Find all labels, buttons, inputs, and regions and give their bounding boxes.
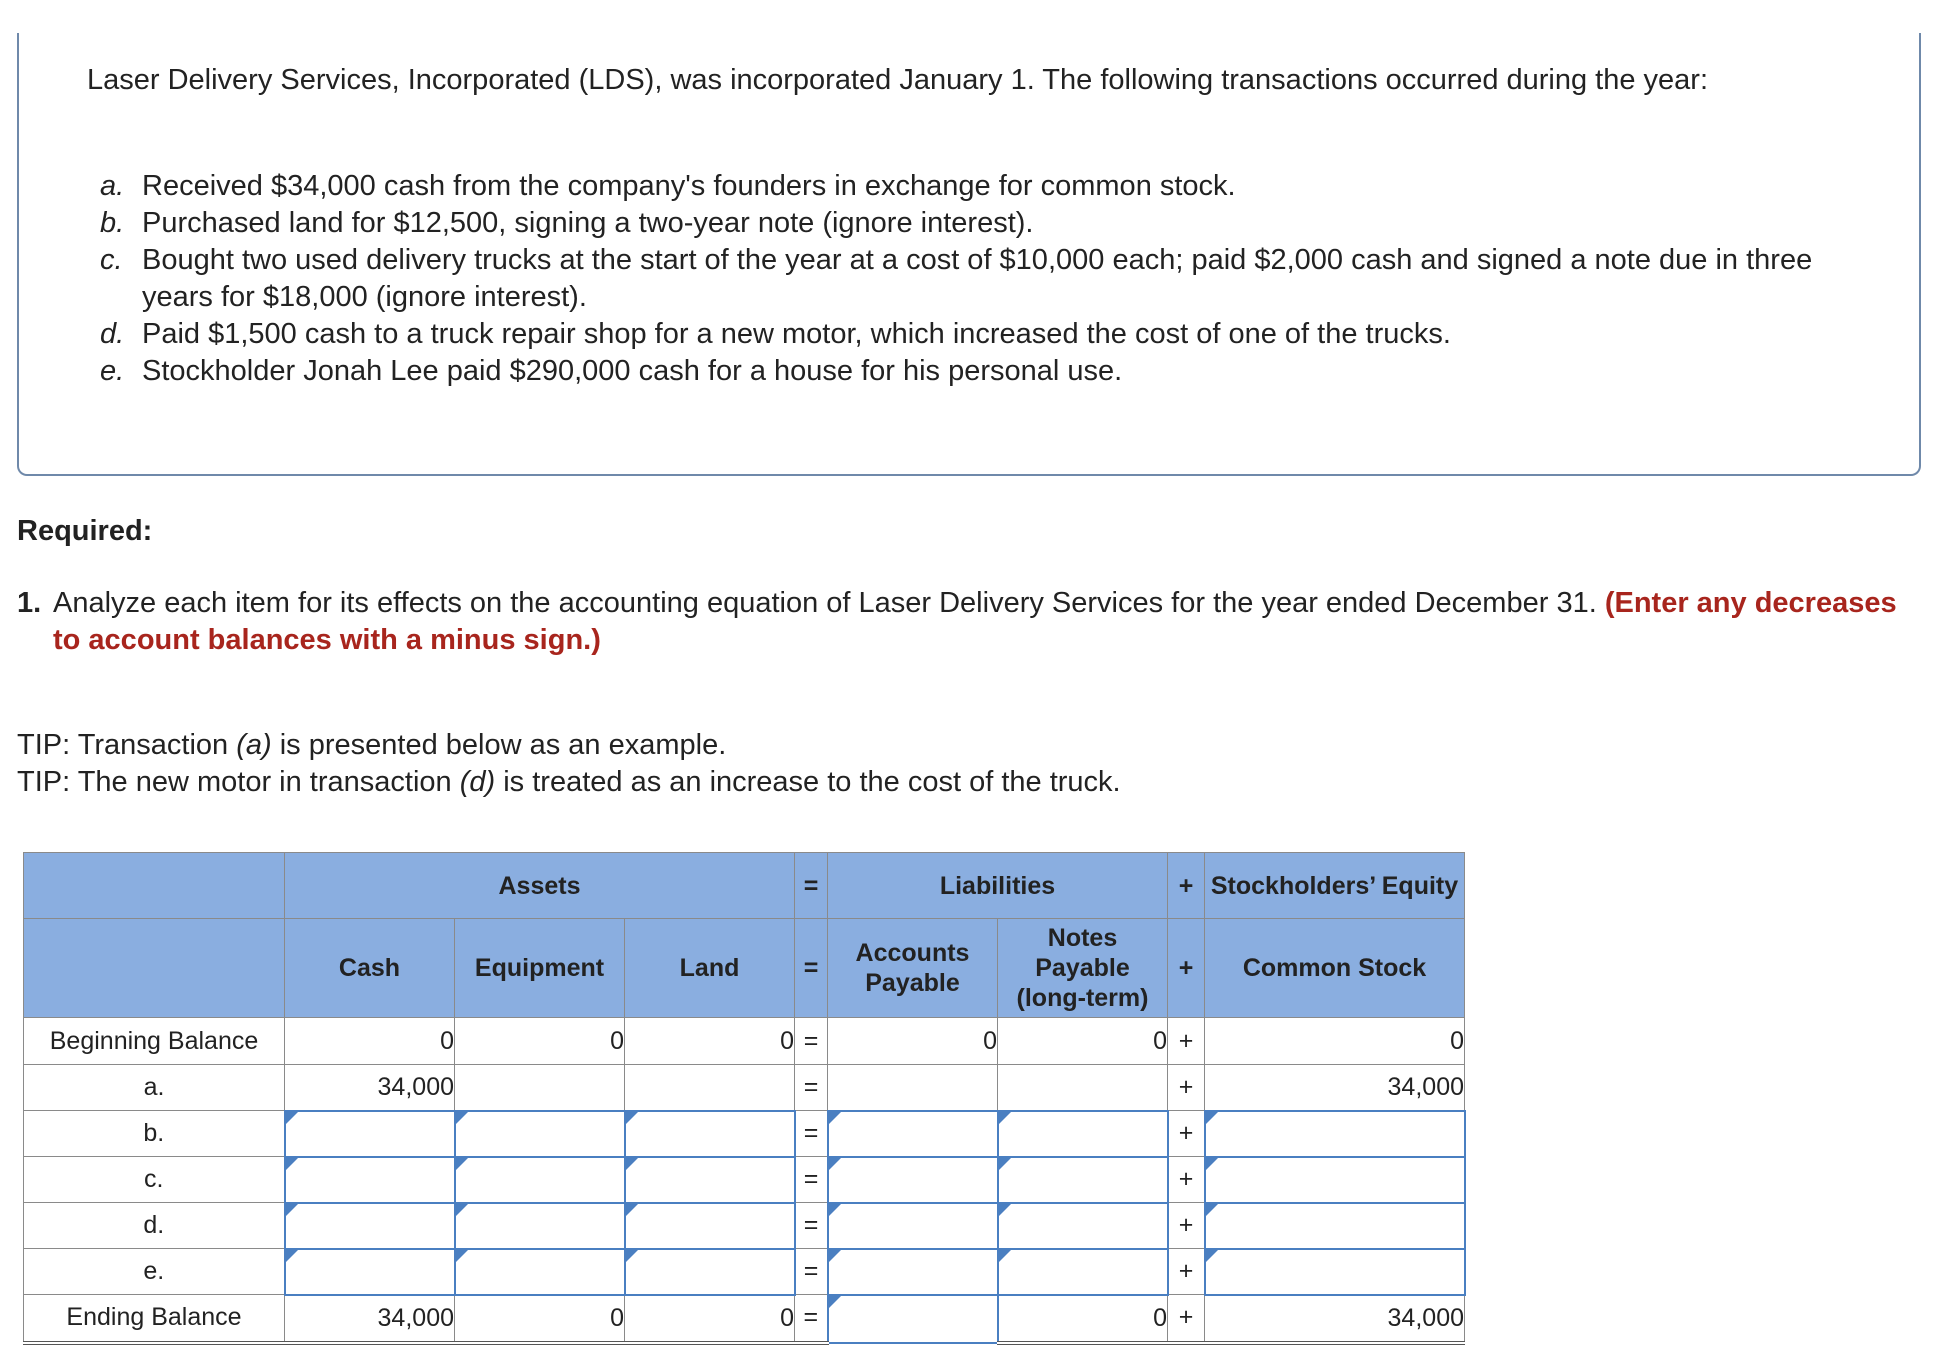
cash-input[interactable] [285,1249,455,1295]
land-input[interactable] [625,1111,795,1157]
transaction-item: a. Received $34,000 cash from the company's founders in exchange for common stock. [100,170,1236,202]
header-equipment: Equipment [455,919,625,1018]
header-equals: = [795,853,828,919]
equals-sign: = [795,1295,828,1343]
header-stockholders-equity: Stockholders’ Equity [1205,853,1465,919]
land-cell: 0 [625,1295,795,1343]
cash-input[interactable] [285,1203,455,1249]
equipment-cell: 0 [455,1295,625,1343]
accounts-payable-input[interactable] [828,1157,998,1203]
equipment-input[interactable] [455,1111,625,1157]
notes-payable-cell: 0 [998,1018,1168,1065]
plus-sign: + [1168,1203,1205,1249]
plus-sign: + [1168,1111,1205,1157]
notes-payable-cell: 0 [998,1295,1168,1343]
transaction-item: c. Bought two used delivery trucks at the start of the year at a cost of $10,000 each; paid $2,000 cash and signed a note due in three years for $18,000 (ignore interest). [100,244,1813,313]
plus-sign: + [1168,1249,1205,1295]
row-label: Ending Balance [24,1295,285,1343]
row-label: d. [24,1203,285,1249]
header-equals: = [795,919,828,1018]
table-row-ending-balance [24,1295,1465,1343]
common-stock-cell: 34,000 [1205,1065,1465,1111]
question-instruction: (Enter any decreases to account balances with a minus sign.) [53,587,1897,656]
common-stock-input[interactable] [1205,1203,1465,1249]
notes-payable-input[interactable] [998,1203,1168,1249]
equipment-input[interactable] [455,1249,625,1295]
group-header-row [24,853,1465,919]
equals-sign: = [795,1203,828,1249]
notes-payable-input[interactable] [998,1111,1168,1157]
notes-payable-input[interactable] [998,1157,1168,1203]
land-cell: 0 [625,1018,795,1065]
table-row-c [24,1157,1465,1203]
plus-sign: + [1168,1065,1205,1111]
tip-2: TIP: The new motor in transaction (d) is treated as an increase to the cost of the truck. [17,766,1121,798]
question-1 [17,585,1917,659]
header-assets: Assets [285,853,795,919]
equals-sign: = [795,1157,828,1203]
row-label: Beginning Balance [24,1018,285,1065]
header-blank [24,853,285,919]
header-blank [24,919,285,1018]
common-stock-input[interactable] [1205,1157,1465,1203]
common-stock-cell: 34,000 [1205,1295,1465,1343]
land-input[interactable] [625,1249,795,1295]
header-cash: Cash [285,919,455,1018]
accounts-payable-cell [828,1065,998,1111]
tip-1: TIP: Transaction (a) is presented below as an example. [17,729,727,761]
question-number: 1. [17,587,42,619]
header-liabilities: Liabilities [828,853,1168,919]
table-row-b [24,1111,1465,1157]
problem-intro: Laser Delivery Services, Incorporated (LDS), was incorporated January 1. The following transactions occurred during the year: [87,64,1709,96]
transaction-item: b. Purchased land for $12,500, signing a two-year note (ignore interest). [100,207,1034,239]
common-stock-cell: 0 [1205,1018,1465,1065]
tips [17,727,1121,801]
row-label: c. [24,1157,285,1203]
header-accounts-payable: Accounts Payable [828,919,998,1018]
header-plus: + [1168,853,1205,919]
common-stock-input[interactable] [1205,1249,1465,1295]
equipment-input[interactable] [455,1157,625,1203]
cash-input[interactable] [285,1111,455,1157]
question-text: Analyze each item for its effects on the accounting equation of Laser Delivery Services for the year ended December 31. (Enter any decreases to account balances with a minus sign.) [53,587,1897,656]
required-heading: Required: [17,515,153,547]
accounting-equation-table [23,852,1466,1345]
accounts-payable-input[interactable] [828,1203,998,1249]
header-notes-payable: Notes Payable (long-term) [998,919,1168,1018]
row-label: b. [24,1111,285,1157]
common-stock-input[interactable] [1205,1111,1465,1157]
equipment-input[interactable] [455,1203,625,1249]
equals-sign: = [795,1249,828,1295]
accounts-payable-input[interactable] [828,1249,998,1295]
table-row-e [24,1249,1465,1295]
equipment-cell [455,1065,625,1111]
notes-payable-cell [998,1065,1168,1111]
equals-sign: = [795,1111,828,1157]
table-row-beginning-balance [24,1018,1465,1065]
accounts-payable-input[interactable] [828,1111,998,1157]
cash-cell: 34,000 [285,1065,455,1111]
equipment-cell: 0 [455,1018,625,1065]
table-row-d [24,1203,1465,1249]
transaction-list [100,168,1860,390]
transaction-item: e. Stockholder Jonah Lee paid $290,000 cash for a house for his personal use. [100,355,1123,387]
land-input[interactable] [625,1157,795,1203]
row-label: a. [24,1065,285,1111]
land-input[interactable] [625,1203,795,1249]
equals-sign: = [795,1018,828,1065]
accounts-payable-input[interactable] [828,1295,998,1343]
transaction-item: d. Paid $1,500 cash to a truck repair shop for a new motor, which increased the cost of one of the trucks. [100,318,1451,350]
column-header-row [24,919,1465,1018]
header-land: Land [625,919,795,1018]
land-cell [625,1065,795,1111]
plus-sign: + [1168,1018,1205,1065]
cash-cell: 34,000 [285,1295,455,1343]
equals-sign: = [795,1065,828,1111]
notes-payable-input[interactable] [998,1249,1168,1295]
plus-sign: + [1168,1295,1205,1343]
header-common-stock: Common Stock [1205,919,1465,1018]
accounts-payable-cell: 0 [828,1018,998,1065]
plus-sign: + [1168,1157,1205,1203]
cash-cell: 0 [285,1018,455,1065]
cash-input[interactable] [285,1157,455,1203]
table-row-a [24,1065,1465,1111]
row-label: e. [24,1249,285,1295]
header-plus: + [1168,919,1205,1018]
